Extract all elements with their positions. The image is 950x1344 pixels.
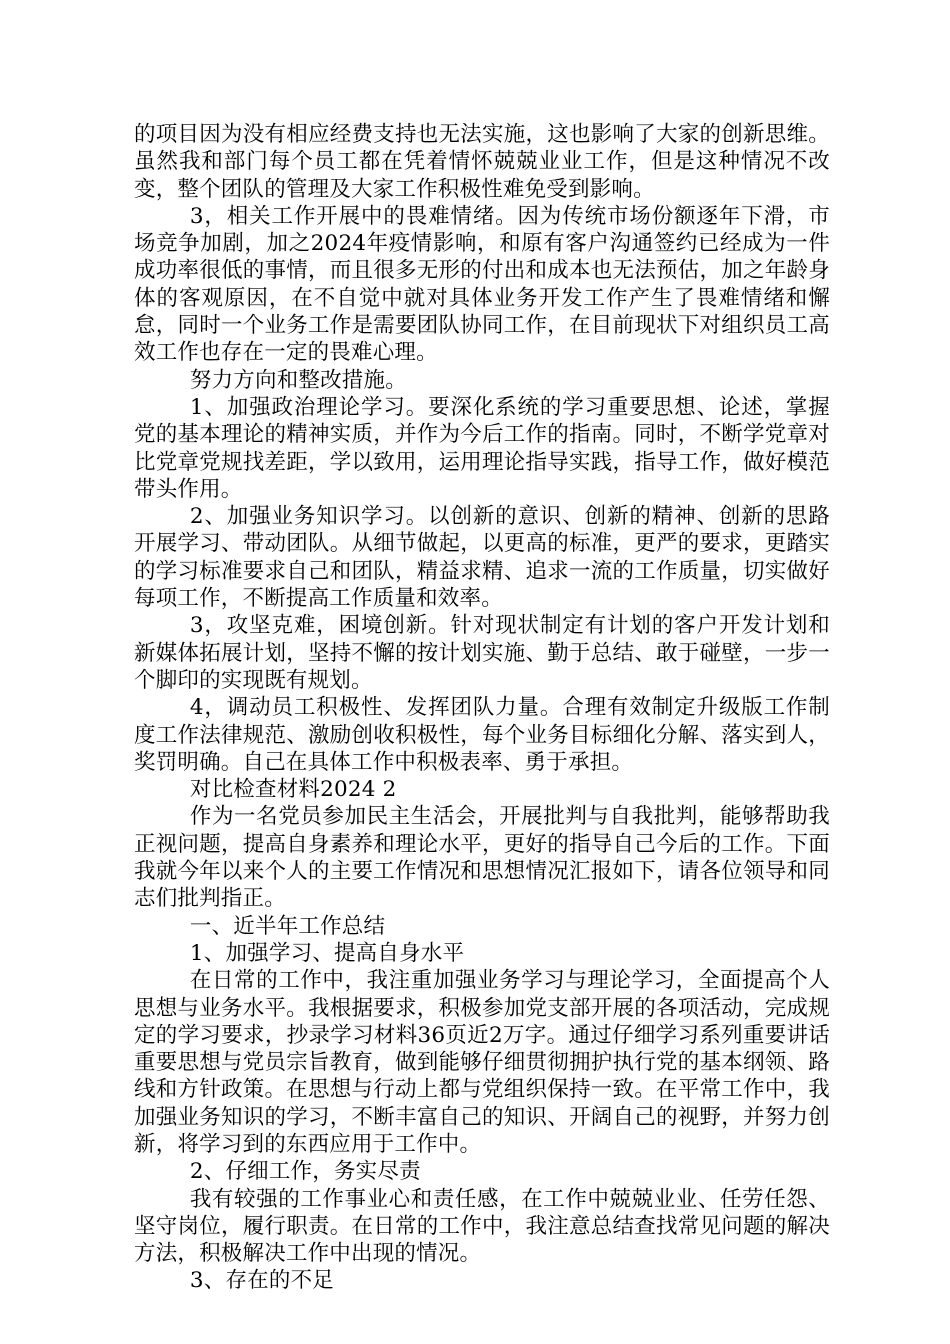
paragraph: 在日常的工作中，我注重加强业务学习与理论学习，全面提高个人思想与业务水平。我根据要求，积极参加党支部开展的各项活动，完成规定的学习要求，抄录学习材料36页近2万字。通过仔细学习系列重要讲话重要思想与党员宗旨教育，做到能够仔细贯彻拥护执行党的基本纲领、路线和方针政策。在思想与行动上都与党组织保持一致。在平常工作中，我加强业务知识的学习，不断丰富自己的知识、开阔自己的视野，并努力创新，将学习到的东西应用于工作中。 [134,968,830,1157]
paragraph: 1、加强政治理论学习。要深化系统的学习重要思想、论述，掌握党的基本理论的精神实质，并作为今后工作的指南。同时，不断学党章对比党章党规找差距，学以致用，运用理论指导实践，指导工作，做好模范带头作用。 [134,394,830,502]
subsection-heading: 3、存在的不足 [189,1268,334,1294]
paragraph: 我有较强的工作事业心和责任感，在工作中兢兢业业、任劳任怨、坚守岗位，履行职责。在日常的工作中，我注意总结查找常见问题的解决方法，积极解决工作中出现的情况。 [134,1186,830,1267]
paragraph: 作为一名党员参加民主生活会，开展批判与自我批判，能够帮助我正视问题，提高自身素养和理论水平，更好的指导自己今后的工作。下面我就今年以来个人的主要工作情况和思想情况汇报如下，请各位领导和同志们批判指正。 [134,804,830,912]
section-heading: 一、近半年工作总结 [189,913,386,939]
document-title: 对比检查材料2024 2 [189,777,397,803]
paragraph: 的项目因为没有相应经费支持也无法实施，这也影响了大家的创新思维。虽然我和部门每个员工都在凭着情怀兢兢业业工作，但是这种情况不改变，整个团队的管理及大家工作积极性难免受到影响。 [134,122,830,202]
section-heading: 努力方向和整改措施。 [189,367,407,393]
subsection-heading: 2、仔细工作，务实尽责 [189,1159,421,1185]
paragraph: 4，调动员工积极性、发挥团队力量。合理有效制定升级版工作制度工作法律规范、激励创收积极性，每个业务目标细化分解、落实到人，奖罚明确。自己在具体工作中积极表率、勇于承担。 [134,695,830,775]
subsection-heading: 1、加强学习、提高自身水平 [189,940,465,966]
paragraph: 3，相关工作开展中的畏难情绪。因为传统市场份额逐年下滑，市场竞争加剧，加之2024年疫情影响，和原有客户沟通签约已经成为一件成功率很低的事情，而且很多无形的付出和成本也无法预估，加之年龄身体的客观原因，在不自觉中就对具体业务开发工作产生了畏难情绪和懈怠，同时一个业务工作是需要团队协同工作，在目前现状下对组织员工高效工作也存在一定的畏难心理。 [134,203,830,366]
paragraph: 2、加强业务知识学习。以创新的意识、创新的精神、创新的思路开展学习、带动团队。从细节做起，以更高的标准，更严的要求，更踏实的学习标准要求自己和团队，精益求精、追求一流的工作质量，切实做好每项工作，不断提高工作质量和效率。 [134,504,830,612]
paragraph: 3，攻坚克难，困境创新。针对现状制定有计划的客户开发计划和新媒体拓展计划，坚持不懈的按计划实施、勤于总结、敢于碰壁，一步一个脚印的实现既有规划。 [134,613,830,693]
